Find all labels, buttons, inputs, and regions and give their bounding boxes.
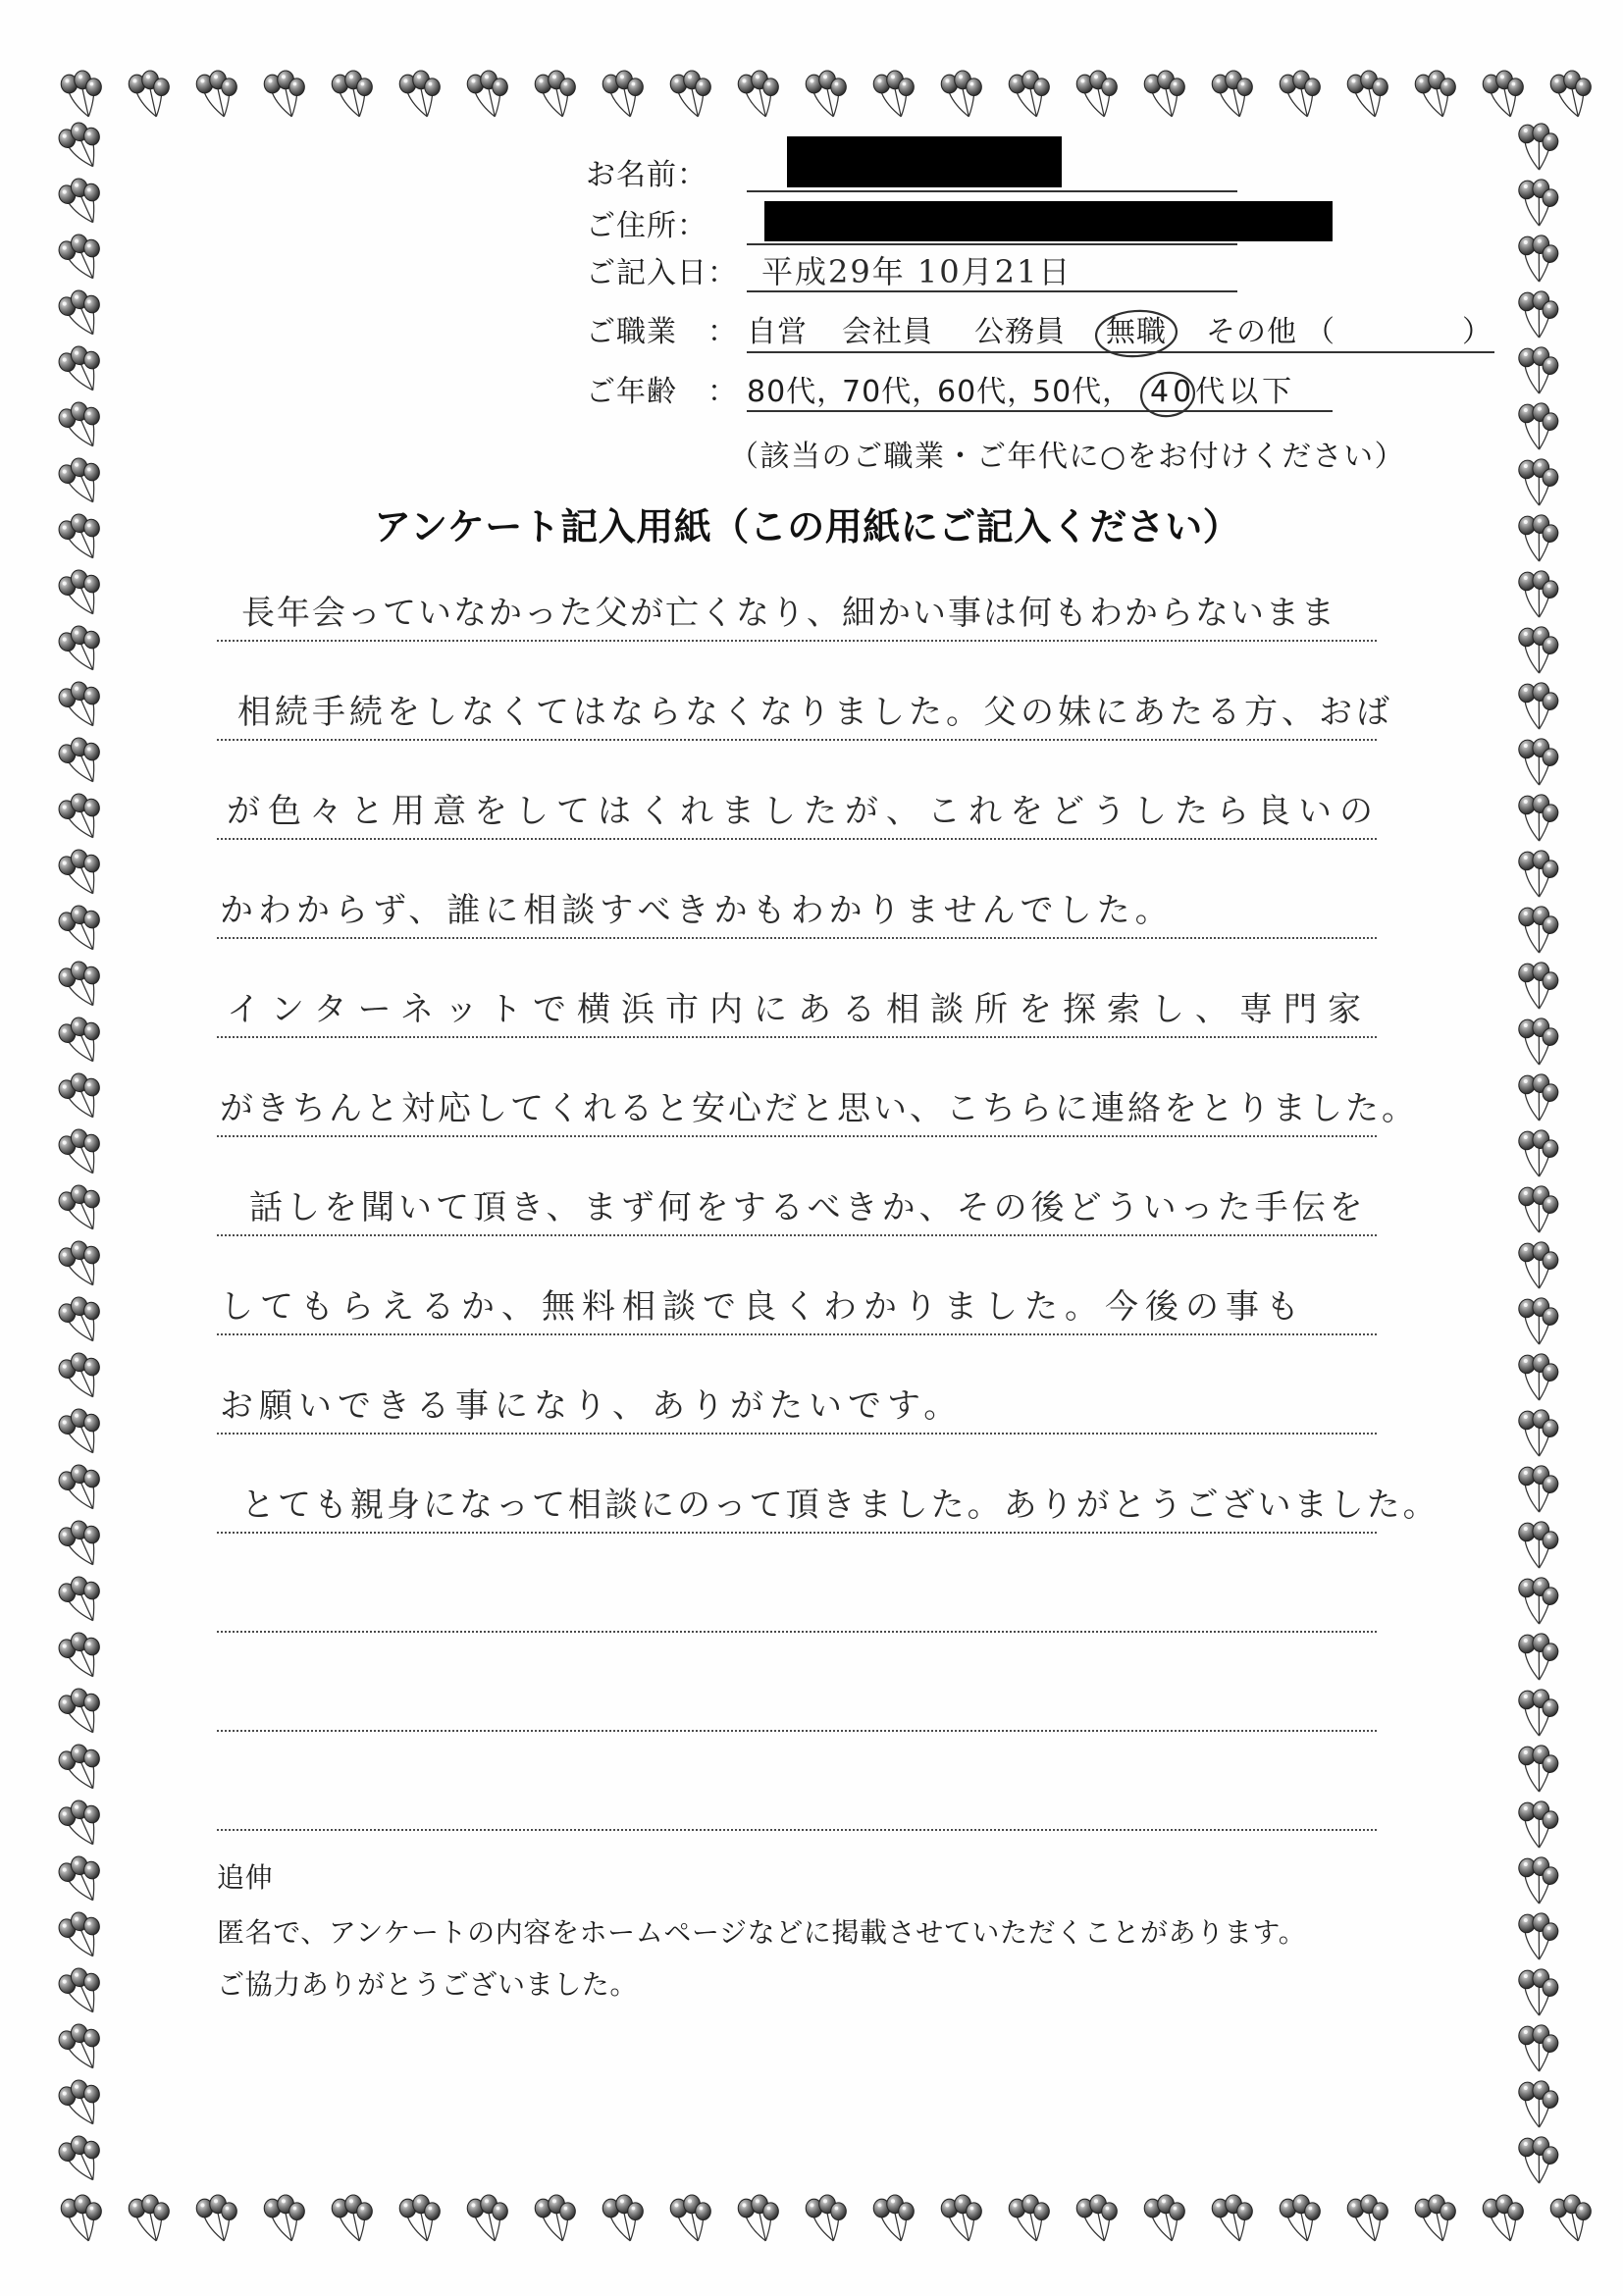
balloon-cluster-icon (1505, 1571, 1566, 1632)
balloon-cluster-icon (1505, 732, 1566, 793)
balloon-cluster-icon (664, 70, 715, 121)
balloon-cluster-icon (190, 2194, 241, 2245)
balloon-cluster-icon (1505, 1962, 1566, 2023)
balloon-cluster-icon (50, 1683, 111, 1744)
handwritten-text: 相続手続をしなくてはならなくなりました。父の妹にあたる方、おば (237, 693, 1393, 732)
age-underline (747, 410, 1333, 412)
balloon-cluster-icon (50, 1235, 111, 1296)
balloon-cluster-icon (50, 285, 111, 345)
balloon-cluster-icon (1138, 70, 1189, 121)
balloon-cluster-icon (1505, 1291, 1566, 1352)
occupation-option: その他 (1206, 315, 1297, 349)
balloon-cluster-icon (50, 1851, 111, 1911)
balloon-cluster-icon (258, 70, 309, 121)
address-underline (747, 243, 1237, 245)
date-underline (747, 290, 1237, 292)
balloon-cluster-icon (50, 1291, 111, 1352)
occupation-option: 無職 (1106, 315, 1167, 349)
balloon-cluster-icon (1138, 2194, 1189, 2245)
balloon-cluster-icon (1003, 70, 1054, 121)
balloon-cluster-icon (1505, 117, 1566, 178)
balloon-cluster-icon (1505, 1795, 1566, 1855)
balloon-cluster-icon (326, 2194, 377, 2245)
balloon-cluster-icon (258, 2194, 309, 2245)
balloon-cluster-icon (1505, 1627, 1566, 1688)
balloon-cluster-icon (55, 2194, 106, 2245)
age-option: 60代， (937, 375, 1038, 409)
age-option: 50代， (1032, 375, 1133, 409)
balloon-cluster-icon (123, 2194, 174, 2245)
balloon-cluster-icon (55, 70, 106, 121)
balloon-cluster-icon (935, 70, 986, 121)
balloon-cluster-icon (1505, 1515, 1566, 1576)
balloon-cluster-icon (50, 173, 111, 234)
answer-line-empty (217, 1671, 1377, 1732)
balloon-cluster-icon (50, 1347, 111, 1408)
balloon-cluster-icon (935, 2194, 986, 2245)
balloon-cluster-icon (50, 1906, 111, 1967)
balloon-cluster-icon (1206, 2194, 1257, 2245)
balloon-cluster-icon (1505, 229, 1566, 289)
answer-line (217, 680, 1393, 741)
balloon-cluster-icon (800, 2194, 851, 2245)
form-title: アンケート記入用紙（この用紙にご記入ください） (374, 505, 1241, 548)
balloon-cluster-icon (50, 2018, 111, 2079)
balloon-cluster-icon (1505, 1739, 1566, 1800)
balloon-cluster-icon (1505, 620, 1566, 681)
balloon-cluster-icon (1505, 1123, 1566, 1184)
balloon-cluster-icon (529, 70, 580, 121)
balloon-cluster-icon (50, 2130, 111, 2191)
balloon-cluster-icon (50, 564, 111, 625)
balloon-cluster-icon (50, 1403, 111, 1464)
balloon-cluster-icon (1505, 2018, 1566, 2079)
answer-line (217, 1374, 1377, 1435)
balloon-cluster-icon (1274, 2194, 1325, 2245)
balloon-cluster-icon (50, 788, 111, 849)
answer-line-empty (217, 1770, 1377, 1831)
balloon-cluster-icon (50, 340, 111, 401)
address-label: ご住所： (586, 209, 707, 243)
balloon-cluster-icon (1505, 285, 1566, 345)
name-redaction (787, 136, 1062, 187)
age-option: 70代， (842, 375, 943, 409)
balloon-cluster-icon (1505, 900, 1566, 961)
balloon-cluster-icon (1477, 70, 1528, 121)
answer-line (217, 1275, 1377, 1335)
date-value: 平成29年 10月21日 (761, 253, 1073, 290)
balloon-cluster-icon (50, 396, 111, 457)
answer-line (217, 1473, 1440, 1534)
balloon-cluster-icon (123, 70, 174, 121)
postscript-line: ご協力ありがとうございました。 (217, 1968, 639, 2001)
balloon-cluster-icon (1071, 70, 1122, 121)
balloon-cluster-icon (50, 1795, 111, 1855)
handwritten-text: 長年会っていなかった父が亡くなり、細かい事は何もわからないまま (241, 594, 1336, 633)
balloon-cluster-icon (1505, 1683, 1566, 1744)
occupation-label: ご職業 ： (586, 315, 738, 349)
balloon-cluster-icon (50, 900, 111, 961)
balloon-cluster-icon (50, 452, 111, 513)
balloon-cluster-icon (1505, 1012, 1566, 1072)
balloon-cluster-icon (50, 508, 111, 569)
handwritten-text: かわからず、誰に相談すべきかもわかりませんでした。 (220, 891, 1174, 930)
balloon-cluster-icon (50, 1627, 111, 1688)
balloon-cluster-icon (50, 117, 111, 178)
balloon-cluster-icon (50, 732, 111, 793)
balloon-cluster-icon (1274, 70, 1325, 121)
handwritten-text: してもらえるか、無料相談で良くわかりました。今後の事も (220, 1287, 1306, 1327)
balloon-cluster-icon (1206, 70, 1257, 121)
balloon-cluster-icon (1544, 2194, 1596, 2245)
occupation-paren-open: （ (1305, 315, 1335, 349)
balloon-cluster-icon (1341, 2194, 1392, 2245)
balloon-cluster-icon (1505, 452, 1566, 513)
age-option: 40代以下 (1150, 375, 1296, 409)
balloon-cluster-icon (597, 70, 648, 121)
balloon-cluster-icon (1505, 844, 1566, 905)
handwritten-text: 話しを聞いて頂き、まず何をするべきか、その後どういった手伝を (249, 1188, 1367, 1227)
occupation-paren-close: ） (1462, 315, 1492, 349)
balloon-cluster-icon (50, 1068, 111, 1128)
balloon-cluster-icon (1477, 2194, 1528, 2245)
balloon-cluster-icon (1505, 1235, 1566, 1296)
date-label: ご記入日： (586, 256, 738, 290)
balloon-cluster-icon (1544, 70, 1596, 121)
answer-line (217, 779, 1381, 840)
balloon-cluster-icon (50, 1012, 111, 1072)
balloon-cluster-icon (1505, 2130, 1566, 2191)
handwritten-text: がきちんと対応してくれると安心だと思い、こちらに連絡をとりました。 (220, 1089, 1418, 1128)
balloon-cluster-icon (50, 229, 111, 289)
balloon-cluster-icon (1505, 1906, 1566, 1967)
handwritten-text: インターネットで横浜市内にある相談所を探索し、専門家 (227, 990, 1372, 1029)
balloon-cluster-icon (326, 70, 377, 121)
balloon-cluster-icon (50, 620, 111, 681)
balloon-cluster-icon (1505, 1068, 1566, 1128)
handwritten-text: お願いできる事になり、ありがたいです。 (220, 1386, 964, 1426)
balloon-cluster-icon (1505, 956, 1566, 1017)
balloon-cluster-icon (50, 1962, 111, 2023)
balloon-cluster-icon (50, 2074, 111, 2135)
handwritten-text: とても親身になって相談にのって頂きました。ありがとうございました。 (241, 1486, 1440, 1525)
balloon-cluster-icon (50, 1571, 111, 1632)
balloon-cluster-icon (867, 2194, 918, 2245)
balloon-cluster-icon (1505, 1459, 1566, 1520)
occupation-option: 会社員 (842, 315, 933, 349)
balloon-cluster-icon (1003, 2194, 1054, 2245)
balloon-cluster-icon (664, 2194, 715, 2245)
balloon-cluster-icon (1505, 1179, 1566, 1240)
postscript-line: 匿名で、アンケートの内容をホームページなどに掲載させていただくことがあります。 (217, 1916, 1307, 1949)
balloon-cluster-icon (1505, 340, 1566, 401)
balloon-cluster-icon (867, 70, 918, 121)
balloon-cluster-icon (597, 2194, 648, 2245)
balloon-cluster-icon (1341, 70, 1392, 121)
balloon-cluster-icon (50, 1515, 111, 1576)
balloon-cluster-icon (800, 70, 851, 121)
balloon-cluster-icon (1505, 396, 1566, 457)
balloon-cluster-icon (461, 2194, 512, 2245)
age-label: ご年齢 ： (586, 375, 738, 409)
answer-line (217, 1076, 1418, 1137)
name-label: お名前： (586, 158, 707, 192)
balloon-cluster-icon (190, 70, 241, 121)
handwritten-text: が色々と用意をしてはくれましたが、これをどうしたら良いの (227, 792, 1381, 831)
balloon-cluster-icon (50, 1459, 111, 1520)
balloon-cluster-icon (50, 1123, 111, 1184)
balloon-cluster-icon (1505, 676, 1566, 737)
postscript-heading: 追伸 (217, 1861, 274, 1894)
balloon-cluster-icon (50, 844, 111, 905)
balloon-cluster-icon (393, 2194, 445, 2245)
balloon-cluster-icon (1505, 2074, 1566, 2135)
balloon-cluster-icon (1409, 70, 1460, 121)
balloon-cluster-icon (1071, 2194, 1122, 2245)
balloon-cluster-icon (50, 956, 111, 1017)
balloon-cluster-icon (50, 1179, 111, 1240)
balloon-cluster-icon (1505, 788, 1566, 849)
balloon-cluster-icon (50, 1739, 111, 1800)
balloon-cluster-icon (1505, 1347, 1566, 1408)
address-redaction (764, 201, 1333, 241)
answer-line-empty (217, 1572, 1377, 1633)
answer-line (217, 581, 1377, 642)
balloon-cluster-icon (1505, 173, 1566, 234)
balloon-cluster-icon (1505, 508, 1566, 569)
occupation-option: 公務員 (974, 315, 1066, 349)
balloon-cluster-icon (1505, 564, 1566, 625)
balloon-cluster-icon (1505, 1403, 1566, 1464)
answer-line (217, 977, 1377, 1038)
balloon-cluster-icon (393, 70, 445, 121)
answer-line (217, 1175, 1377, 1236)
balloon-cluster-icon (732, 70, 783, 121)
balloon-cluster-icon (529, 2194, 580, 2245)
instruction-note: （該当のご職業・ご年代に○をお付けください） (729, 440, 1406, 474)
answer-line (217, 878, 1377, 939)
balloon-cluster-icon (1409, 2194, 1460, 2245)
occupation-option: 自営 (747, 315, 808, 349)
balloon-cluster-icon (461, 70, 512, 121)
balloon-cluster-icon (50, 676, 111, 737)
balloon-cluster-icon (1505, 1851, 1566, 1911)
occupation-underline (747, 351, 1494, 353)
balloon-cluster-icon (732, 2194, 783, 2245)
age-option: 80代， (747, 375, 848, 409)
name-underline (747, 190, 1237, 192)
